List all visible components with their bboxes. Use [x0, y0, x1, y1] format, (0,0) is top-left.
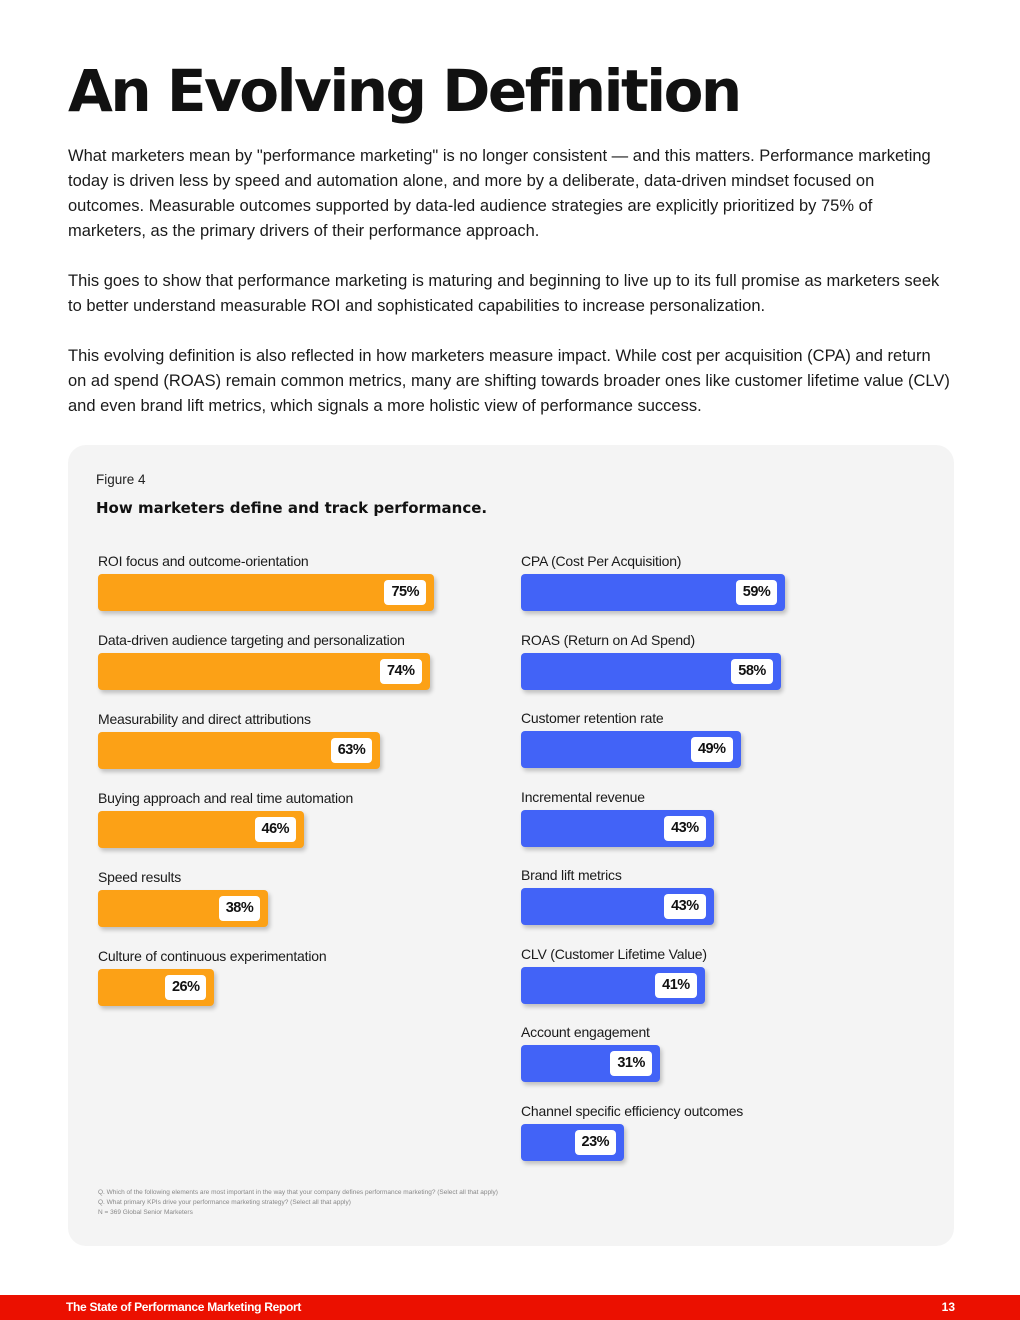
- figure-label: Figure 4: [96, 472, 146, 487]
- bar-label: Buying approach and real time automation: [98, 790, 354, 806]
- bar-label: Brand lift metrics: [521, 867, 622, 883]
- bar-value-label: 59%: [736, 580, 778, 605]
- bar: [98, 890, 268, 927]
- chart-item: [521, 710, 881, 789]
- intro-paragraph-2: This goes to show that performance marketing is maturing and beginning to live up to its full promise as marketers seek to better understand measurable ROI and sophisticated capabilities to increase personalization.: [68, 272, 940, 315]
- bar-label: ROAS (Return on Ad Spend): [521, 631, 695, 648]
- bar-label: Channel specific efficiency outcomes: [521, 1102, 744, 1119]
- bar: [521, 888, 714, 925]
- bar-label: Incremental revenue: [521, 788, 645, 805]
- bar: [521, 574, 785, 611]
- bar: [521, 1124, 624, 1161]
- bar-label: Measurability and direct attributions: [98, 711, 311, 727]
- bar: [98, 653, 430, 690]
- bar: [98, 574, 434, 611]
- bar-label: Culture of continuous experimentation: [98, 948, 327, 964]
- bar: [521, 1045, 660, 1082]
- chart-item: [98, 869, 458, 948]
- bar-value-label: 26%: [165, 975, 207, 1000]
- bar: [521, 653, 781, 690]
- bar-label: CPA (Cost Per Acquisition): [521, 553, 682, 569]
- chart-item: [521, 1024, 881, 1103]
- bar: [98, 969, 214, 1006]
- bar-value-label: 38%: [219, 896, 261, 921]
- chart-item: [98, 790, 458, 869]
- page-title: An Evolving Definition: [68, 57, 740, 125]
- bar-label: ROI focus and outcome-orientation: [98, 553, 309, 569]
- survey-note: Q. What primary KPIs drive your performance marketing strategy? (Select all that apply): [98, 1199, 351, 1206]
- chart-item: [98, 553, 458, 632]
- bar: [521, 967, 705, 1004]
- intro-paragraph-1: What marketers mean by "performance marketing" is no longer consistent — and this matters. Performance marketing today is driven less by speed and automation alone, and more by a deliberate, data-driven mindset focused on outcomes. Measurable outcomes supported by data-led audience strategies are explicitly prioritized by 75% of marketers, as the primary drivers of their performance approach.: [68, 147, 931, 240]
- intro-text: [68, 144, 953, 444]
- kpi-bar-chart: [521, 553, 881, 1181]
- chart-item: [98, 948, 458, 1027]
- bar: [521, 731, 741, 768]
- chart-item: [521, 553, 881, 632]
- footer-report-title: The State of Performance Marketing Report: [66, 1300, 302, 1314]
- bar-value-label: 23%: [575, 1130, 617, 1155]
- bar-value-label: 58%: [731, 659, 773, 684]
- footer-bar: [0, 1295, 1020, 1320]
- chart-item: [521, 1103, 881, 1182]
- chart-item: [521, 867, 881, 946]
- bar-value-label: 31%: [610, 1051, 652, 1076]
- bar-value-label: 63%: [331, 738, 373, 763]
- bar: [521, 810, 714, 847]
- chart-item: [521, 632, 881, 711]
- figure-card: [68, 445, 954, 1246]
- bar-label: Speed results: [98, 869, 182, 885]
- survey-notes: [98, 1188, 498, 1218]
- bar-value-label: 74%: [380, 659, 422, 684]
- survey-sample-size: N = 369 Global Senior Marketers: [98, 1209, 193, 1216]
- chart-item: [521, 789, 881, 868]
- intro-paragraph-3: This evolving definition is also reflected in how marketers measure impact. While cost per acquisition (CPA) and return on ad spend (ROAS) remain common metrics, many are shifting towards broader ones like customer lifetime value (CLV) and even brand lift metrics, which signals a more holistic view of performance success.: [68, 347, 950, 415]
- bar-value-label: 49%: [691, 737, 733, 762]
- survey-note: Q. Which of the following elements are most important in the way that your company defines performance marketing? (Select all that apply): [98, 1189, 498, 1196]
- bar-value-label: 75%: [384, 580, 426, 605]
- bar: [98, 732, 380, 769]
- bar-label: Customer retention rate: [521, 710, 664, 726]
- bar-value-label: 41%: [655, 973, 697, 998]
- bar-value-label: 43%: [664, 816, 706, 841]
- figure-title: How marketers define and track performance.: [96, 499, 488, 517]
- bar-value-label: 43%: [664, 894, 706, 919]
- bar: [98, 811, 304, 848]
- bar-value-label: 46%: [255, 817, 297, 842]
- chart-item: [98, 632, 458, 711]
- chart-item: [521, 946, 881, 1025]
- bar-label: Data-driven audience targeting and personalization: [98, 632, 405, 648]
- bar-label: CLV (Customer Lifetime Value): [521, 945, 707, 962]
- page-number: 13: [941, 1300, 955, 1314]
- chart-item: [98, 711, 458, 790]
- bar-label: Account engagement: [521, 1024, 650, 1040]
- definition-bar-chart: [98, 553, 458, 1027]
